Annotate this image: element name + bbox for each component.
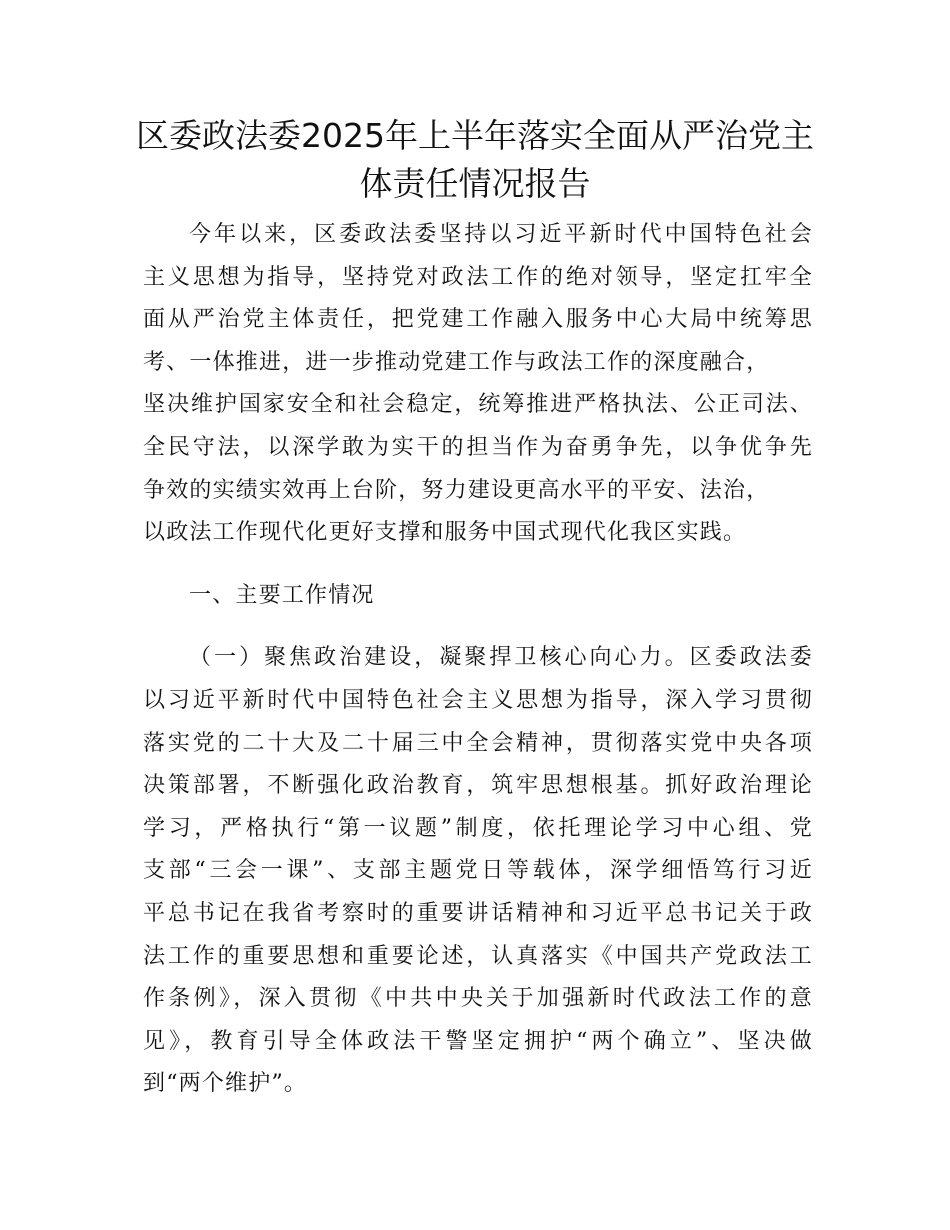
document-title bbox=[125, 112, 825, 208]
text-line: 支部“三会一课”、支部主题党日等载体，深学细悟笃行习近 bbox=[143, 858, 813, 884]
text-line: 作条例》，深入贯彻《中共中央关于加强新时代政法工作的意 bbox=[143, 986, 813, 1012]
text-line: 全民守法，以深学敢为实干的担当作为奋勇争先，以争优争先 bbox=[143, 434, 813, 460]
text-line: 到“两个维护”。 bbox=[143, 1071, 308, 1097]
text-line: 学习，严格执行“第一议题”制度，依托理论学习中心组、党 bbox=[143, 815, 813, 841]
text-line: 见》，教育引导全体政法干警坚定拥护“两个确立”、坚决做 bbox=[143, 1028, 813, 1054]
text-line: 今年以来，区委政法委坚持以习近平新时代中国特色社会 bbox=[189, 222, 813, 247]
text-line: 争效的实绩实效再上台阶，努力建设更高水平的平安、法治， bbox=[143, 477, 770, 503]
section-heading-text: 一、主要工作情况 bbox=[189, 582, 375, 608]
title-line: 区委政法委2025年上半年落实全面从严治党主 bbox=[136, 116, 814, 155]
text-line: 坚决维护国家安全和社会稳定，统筹推进严格执法、公正司法、 bbox=[143, 392, 813, 418]
section-heading bbox=[143, 575, 813, 618]
text-line: 面从严治党主体责任，把党建工作融入服务中心大局中统筹思 bbox=[143, 307, 813, 333]
section-paragraph bbox=[143, 637, 813, 1106]
document-body bbox=[143, 214, 813, 1126]
text-line: 落实党的二十大及二十届三中全会精神，贯彻落实党中央各项 bbox=[143, 730, 813, 756]
text-line: 以政法工作现代化更好支撑和服务中国式现代化我区实践。 bbox=[143, 520, 747, 546]
text-line: 以习近平新时代中国特色社会主义思想为指导，深入学习贯彻 bbox=[143, 687, 813, 713]
text-line: 决策部署，不断强化政治教育，筑牢思想根基。抓好政治理论 bbox=[143, 773, 813, 799]
text-line: 主义思想为指导，坚持党对政法工作的绝对领导，坚定扛牢全 bbox=[143, 264, 813, 290]
text-line: 平总书记在我省考察时的重要讲话精神和习近平总书记关于政 bbox=[143, 900, 813, 926]
text-line: 法工作的重要思想和重要论述，认真落实《中国共产党政法工 bbox=[143, 943, 813, 969]
text-line: （一）聚焦政治建设，凝聚捍卫核心向心力。区委政法委 bbox=[189, 645, 813, 671]
title-line: 体责任情况报告 bbox=[359, 164, 591, 203]
text-line: 考、一体推进，进一步推动党建工作与政法工作的深度融合， bbox=[143, 349, 770, 375]
intro-paragraph bbox=[143, 214, 813, 555]
